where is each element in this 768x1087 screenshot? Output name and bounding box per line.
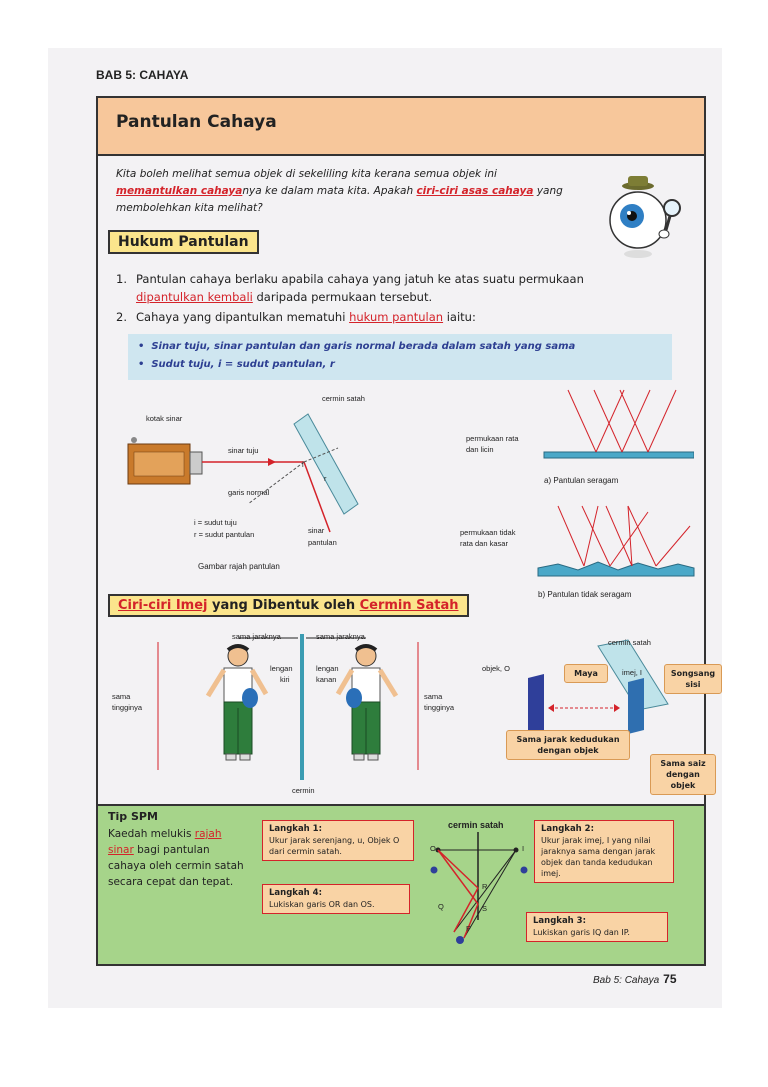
heading-text-mid: yang Dibentuk oleh bbox=[207, 598, 360, 613]
rule-1-text: Pantulan cahaya berlaku apabila cahaya yang jatuh ke atas suatu permukaan bbox=[136, 272, 584, 286]
section-title: Pantulan Cahaya bbox=[116, 112, 277, 132]
intro-highlight-2: ciri-ciri asas cahaya bbox=[416, 185, 534, 197]
same-distance-callout bbox=[506, 730, 630, 760]
regular-reflection-diagram bbox=[534, 388, 694, 468]
bullet-2-text: Sudut tuju, i = sudut pantulan, r bbox=[151, 359, 335, 370]
chapter-header: BAB 5: CAHAYA bbox=[96, 68, 189, 82]
tip-highlight: rajah sinar bbox=[108, 828, 222, 856]
rule-2-text-end: iaitu: bbox=[443, 310, 476, 324]
rough-surface-label: permukaan tidak bbox=[460, 528, 516, 537]
heading-highlight-1: Ciri-ciri Imej bbox=[118, 598, 208, 613]
image-label: imej, I bbox=[622, 668, 643, 677]
smooth-surface-label-2: dan licin bbox=[466, 445, 494, 454]
step-2-title: Langkah 2: bbox=[541, 824, 595, 834]
law-heading: Hukum Pantulan bbox=[108, 230, 259, 254]
step-2-box bbox=[534, 820, 674, 883]
tip-mirror-label: cermin satah bbox=[448, 820, 504, 830]
angle-i-label: i bbox=[302, 460, 304, 469]
left-arm-label: lengan bbox=[270, 664, 293, 673]
regular-reflection-caption: a) Pantulan seragam bbox=[544, 476, 619, 485]
mirror-label-boys: cermin bbox=[292, 786, 315, 795]
reflected-angle-def: r = sudut pantulan bbox=[194, 530, 255, 539]
tip-text bbox=[108, 826, 248, 890]
diffuse-reflection-diagram bbox=[528, 502, 698, 586]
right-arm-label: lengan bbox=[316, 664, 339, 673]
size-text-2: dengan objek bbox=[666, 770, 700, 790]
same-height-left-2: tingginya bbox=[112, 703, 143, 712]
tip-text-1: Kaedah melukis bbox=[108, 828, 195, 840]
textbook-page bbox=[48, 48, 722, 1008]
plane-mirror-label: cermin satah bbox=[608, 638, 651, 647]
rule-2-highlight: hukum pantulan bbox=[349, 310, 444, 324]
page-number: 75 bbox=[663, 972, 677, 986]
incident-angle-def: i = sudut tuju bbox=[194, 518, 237, 527]
diffuse-reflection-caption: b) Pantulan tidak seragam bbox=[538, 590, 632, 599]
reflected-ray-label-2: pantulan bbox=[308, 538, 337, 547]
tip-title: Tip SPM bbox=[108, 810, 158, 823]
content-frame bbox=[96, 96, 716, 966]
heading-highlight-2: Cermin Satah bbox=[359, 598, 459, 613]
page-footer bbox=[593, 972, 677, 986]
incident-ray-label: sinar tuju bbox=[228, 446, 259, 455]
reflected-ray-label: sinar bbox=[308, 526, 325, 535]
step-3-box bbox=[526, 912, 668, 942]
intro-paragraph bbox=[116, 166, 578, 217]
intro-highlight-1: memantulkan cahaya bbox=[116, 185, 243, 197]
image-characteristics-heading bbox=[108, 594, 469, 617]
object-label: objek, O bbox=[482, 664, 510, 673]
normal-line-label: garis normal bbox=[228, 488, 270, 497]
left-arm-label-2: kiri bbox=[280, 675, 290, 684]
intro-text-3: yang membolehkan kita melihat? bbox=[116, 185, 563, 214]
smooth-surface-label: permukaan rata bbox=[466, 434, 519, 443]
ray-box-label: kotak sinar bbox=[146, 414, 183, 423]
step-4-text: Lukiskan garis OR dan OS. bbox=[269, 900, 375, 909]
intro-text-1: Kita boleh melihat semua objek di sekeliling kita kerana semua objek ini bbox=[116, 168, 497, 180]
boy-left-illustration bbox=[208, 646, 266, 760]
distance-text-1: Sama jarak kedudukan bbox=[516, 735, 620, 744]
intro-text-2: nya ke dalam mata kita. Apakah bbox=[242, 185, 417, 197]
point-s-label: S bbox=[482, 904, 488, 913]
bullet-item: • Sudut tuju, i = sudut pantulan, r bbox=[138, 359, 335, 370]
rule-1-number: 1. bbox=[116, 272, 127, 286]
reflection-diagram-caption: Gambar rajah pantulan bbox=[198, 562, 280, 571]
tip-text-2: bagi pantulan cahaya oleh cermin satah secara cepat dan tepat. bbox=[108, 844, 244, 888]
bullet-1-text: Sinar tuju, sinar pantulan dan garis normal berada dalam satah yang sama bbox=[151, 341, 576, 352]
same-distance-left: sama jaraknya bbox=[232, 632, 281, 641]
ray-drawing-diagram bbox=[424, 828, 534, 956]
point-r-label: R bbox=[482, 882, 488, 891]
rule-2-text: Cahaya yang dipantulkan mematuhi bbox=[136, 310, 350, 324]
point-p-label: P bbox=[466, 924, 472, 933]
same-height-right-2: tingginya bbox=[424, 703, 455, 712]
inverted-text-2: sisi bbox=[685, 680, 701, 689]
laterally-inverted-callout bbox=[664, 664, 722, 694]
distance-text-2: dengan objek bbox=[537, 746, 599, 755]
mirror-label: cermin satah bbox=[322, 394, 365, 403]
rule-2-number: 2. bbox=[116, 310, 127, 324]
angle-r-label: r bbox=[324, 474, 327, 483]
same-size-callout bbox=[650, 754, 716, 795]
point-o-label: O bbox=[430, 844, 436, 853]
step-1-text: Ukur jarak serenjang, u, Objek O dari cermin satah. bbox=[269, 836, 400, 856]
step-2-text: Ukur jarak imej, I yang nilai jaraknya sama dengan jarak objek dan tanda kedudukan imej. bbox=[541, 836, 656, 878]
step-1-title: Langkah 1: bbox=[269, 824, 323, 834]
same-distance-right: sama jaraknya bbox=[316, 632, 365, 641]
rule-1-highlight: dipantulkan kembali bbox=[136, 290, 253, 304]
eyeball-mascot-illustration bbox=[598, 172, 688, 262]
rule-2 bbox=[116, 308, 676, 326]
step-3-text: Lukiskan garis IQ dan IP. bbox=[533, 928, 630, 937]
right-arm-label-2: kanan bbox=[316, 675, 337, 684]
same-height-left: sama bbox=[112, 692, 131, 701]
size-text-1: Sama saiz bbox=[660, 759, 706, 768]
footer-chapter: Bab 5: Cahaya bbox=[593, 975, 660, 986]
step-3-title: Langkah 3: bbox=[533, 916, 587, 926]
law-bullets bbox=[128, 334, 672, 380]
boy-right-illustration bbox=[338, 646, 396, 760]
rough-surface-label-2: rata dan kasar bbox=[460, 539, 508, 548]
inverted-text-1: Songsang bbox=[670, 669, 716, 678]
step-4-box bbox=[262, 884, 410, 914]
point-i-label: I bbox=[522, 844, 525, 853]
bullet-item: • Sinar tuju, sinar pantulan dan garis normal berada dalam satah yang sama bbox=[138, 341, 576, 352]
rule-1-text-end: daripada permukaan tersebut. bbox=[252, 290, 433, 304]
same-height-right: sama bbox=[424, 692, 443, 701]
rule-1 bbox=[116, 270, 676, 306]
step-1-box bbox=[262, 820, 414, 861]
virtual-callout: Maya bbox=[564, 664, 608, 683]
point-q-label: Q bbox=[438, 902, 444, 911]
mirror-image-boys-diagram bbox=[138, 634, 438, 784]
section-title-bar bbox=[98, 98, 704, 156]
tip-spm-panel bbox=[98, 804, 704, 964]
step-4-title: Langkah 4: bbox=[269, 888, 323, 898]
